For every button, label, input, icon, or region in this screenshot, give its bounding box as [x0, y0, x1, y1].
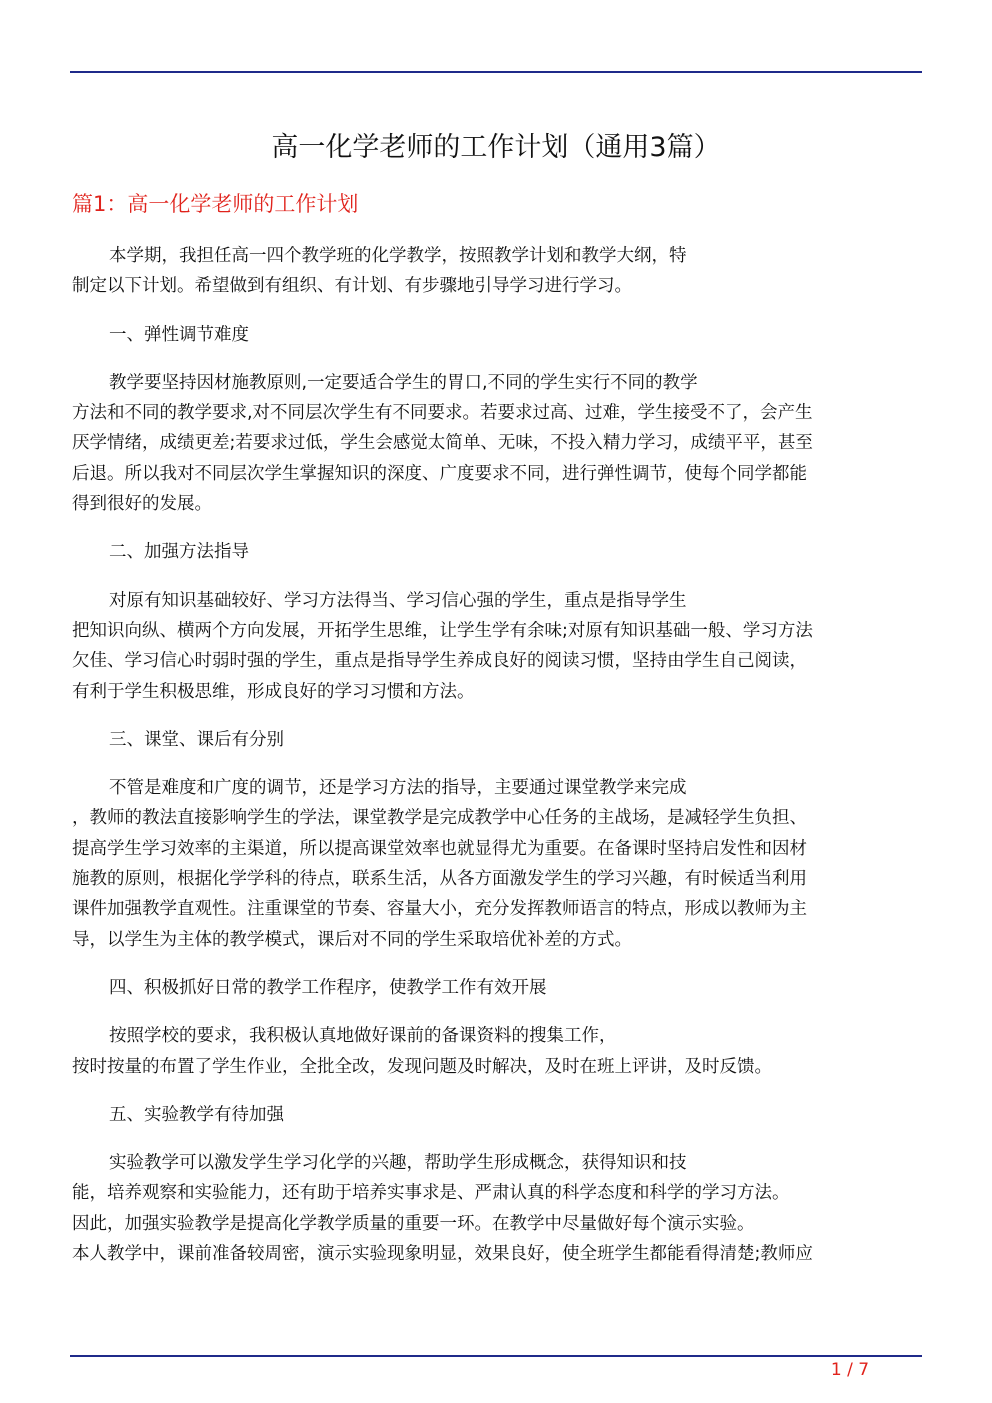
text-line: 一、弹性调节难度	[109, 324, 249, 345]
text-line: 因此，加强实验教学是提高化学教学质量的重要一环。在教学中尽量做好每个演示实验。	[72, 1213, 755, 1234]
text-line: 厌学情绪，成绩更差;若要求过低，学生会感觉太简单、无味，不投入精力学习，成绩平平，甚至	[72, 433, 813, 454]
text-line: 本人教学中，课前准备较周密，演示实验现象明显，效果良好，使全班学生都能看得清楚;教师应	[72, 1244, 813, 1265]
text-line: 施教的原则，根据化学学科的待点，联系生活，从各方面激发学生的学习兴趣，有时候适当利用	[72, 869, 807, 890]
text-line: 不管是难度和广度的调节，还是学习方法的指导，主要通过课堂教学来完成	[109, 778, 687, 799]
top-rule	[70, 71, 922, 73]
text-line: 实验教学可以激发学生学习化学的兴趣，帮助学生形成概念，获得知识和技	[109, 1153, 687, 1174]
paragraph	[72, 773, 922, 955]
paragraph	[72, 1148, 922, 1269]
text-line: 把知识向纵、横两个方向发展，开拓学生思维，让学生学有余味;对原有知识基础一般、学习方法	[72, 620, 813, 641]
text-line: 教学要坚持因材施教原则,一定要适合学生的胃口,不同的学生实行不同的教学	[109, 372, 698, 393]
document-title: 高一化学老师的工作计划（通用3篇）	[271, 132, 721, 163]
document-body	[72, 241, 922, 1287]
subsection-heading	[72, 1100, 922, 1130]
text-line: 按照学校的要求，我积极认真地做好课前的备课资料的搜集工作，	[109, 1026, 617, 1047]
text-line: 提高学生学习效率的主渠道，所以提高课堂效率也就显得尤为重要。在备课时坚持启发性和因材	[72, 838, 807, 859]
text-line: 制定以下计划。希望做到有组织、有计划、有步骤地引导学习进行学习。	[72, 276, 632, 297]
text-line: 能，培养观察和实验能力，还有助于培养实事求是、严肃认真的科学态度和科学的学习方法。	[72, 1183, 790, 1204]
paragraph	[72, 1021, 922, 1082]
text-line: 对原有知识基础较好、学习方法得当、学习信心强的学生，重点是指导学生	[109, 590, 687, 611]
text-line: 五、实验教学有待加强	[109, 1104, 284, 1125]
text-line: ，教师的教法直接影响学生的学法，课堂教学是完成教学中心任务的主战场，是减轻学生负担、	[72, 808, 807, 829]
section-heading: 篇1：高一化学老师的工作计划	[72, 192, 359, 216]
text-line: 三、课堂、课后有分别	[109, 729, 284, 750]
subsection-heading	[72, 973, 922, 1003]
subsection-heading	[72, 537, 922, 567]
page-number: 1 / 7	[830, 1360, 870, 1380]
text-line: 得到很好的发展。	[72, 494, 212, 515]
text-line: 有利于学生积极思维，形成良好的学习习惯和方法。	[72, 681, 475, 702]
text-line: 按时按量的布置了学生作业，全批全改，发现问题及时解决，及时在班上评讲，及时反馈。	[72, 1056, 772, 1077]
paragraph	[72, 241, 922, 302]
text-line: 课件加强教学直观性。注重课堂的节奏、容量大小，充分发挥教师语言的特点，形成以教师为主	[72, 899, 807, 920]
paragraph	[72, 368, 922, 519]
text-line: 二、加强方法指导	[109, 542, 249, 563]
subsection-heading	[72, 320, 922, 350]
text-line: 本学期，我担任高一四个教学班的化学教学，按照教学计划和教学大纲，特	[109, 246, 687, 266]
text-line: 欠佳、学习信心时弱时强的学生，重点是指导学生养成良好的阅读习惯，坚持由学生自己阅读，	[72, 651, 807, 672]
paragraph	[72, 586, 922, 707]
subsection-heading	[72, 725, 922, 755]
text-line: 四、积极抓好日常的教学工作程序，使教学工作有效开展	[109, 977, 547, 998]
text-line: 方法和不同的教学要求,对不同层次学生有不同要求。若要求过高、过难，学生接受不了，会产生	[72, 403, 813, 424]
text-line: 后退。所以我对不同层次学生掌握知识的深度、广度要求不同，进行弹性调节，使每个同学都能	[72, 463, 807, 484]
text-line: 导，以学生为主体的教学模式，课后对不同的学生采取培优补差的方式。	[72, 929, 632, 950]
bottom-rule	[70, 1355, 922, 1357]
